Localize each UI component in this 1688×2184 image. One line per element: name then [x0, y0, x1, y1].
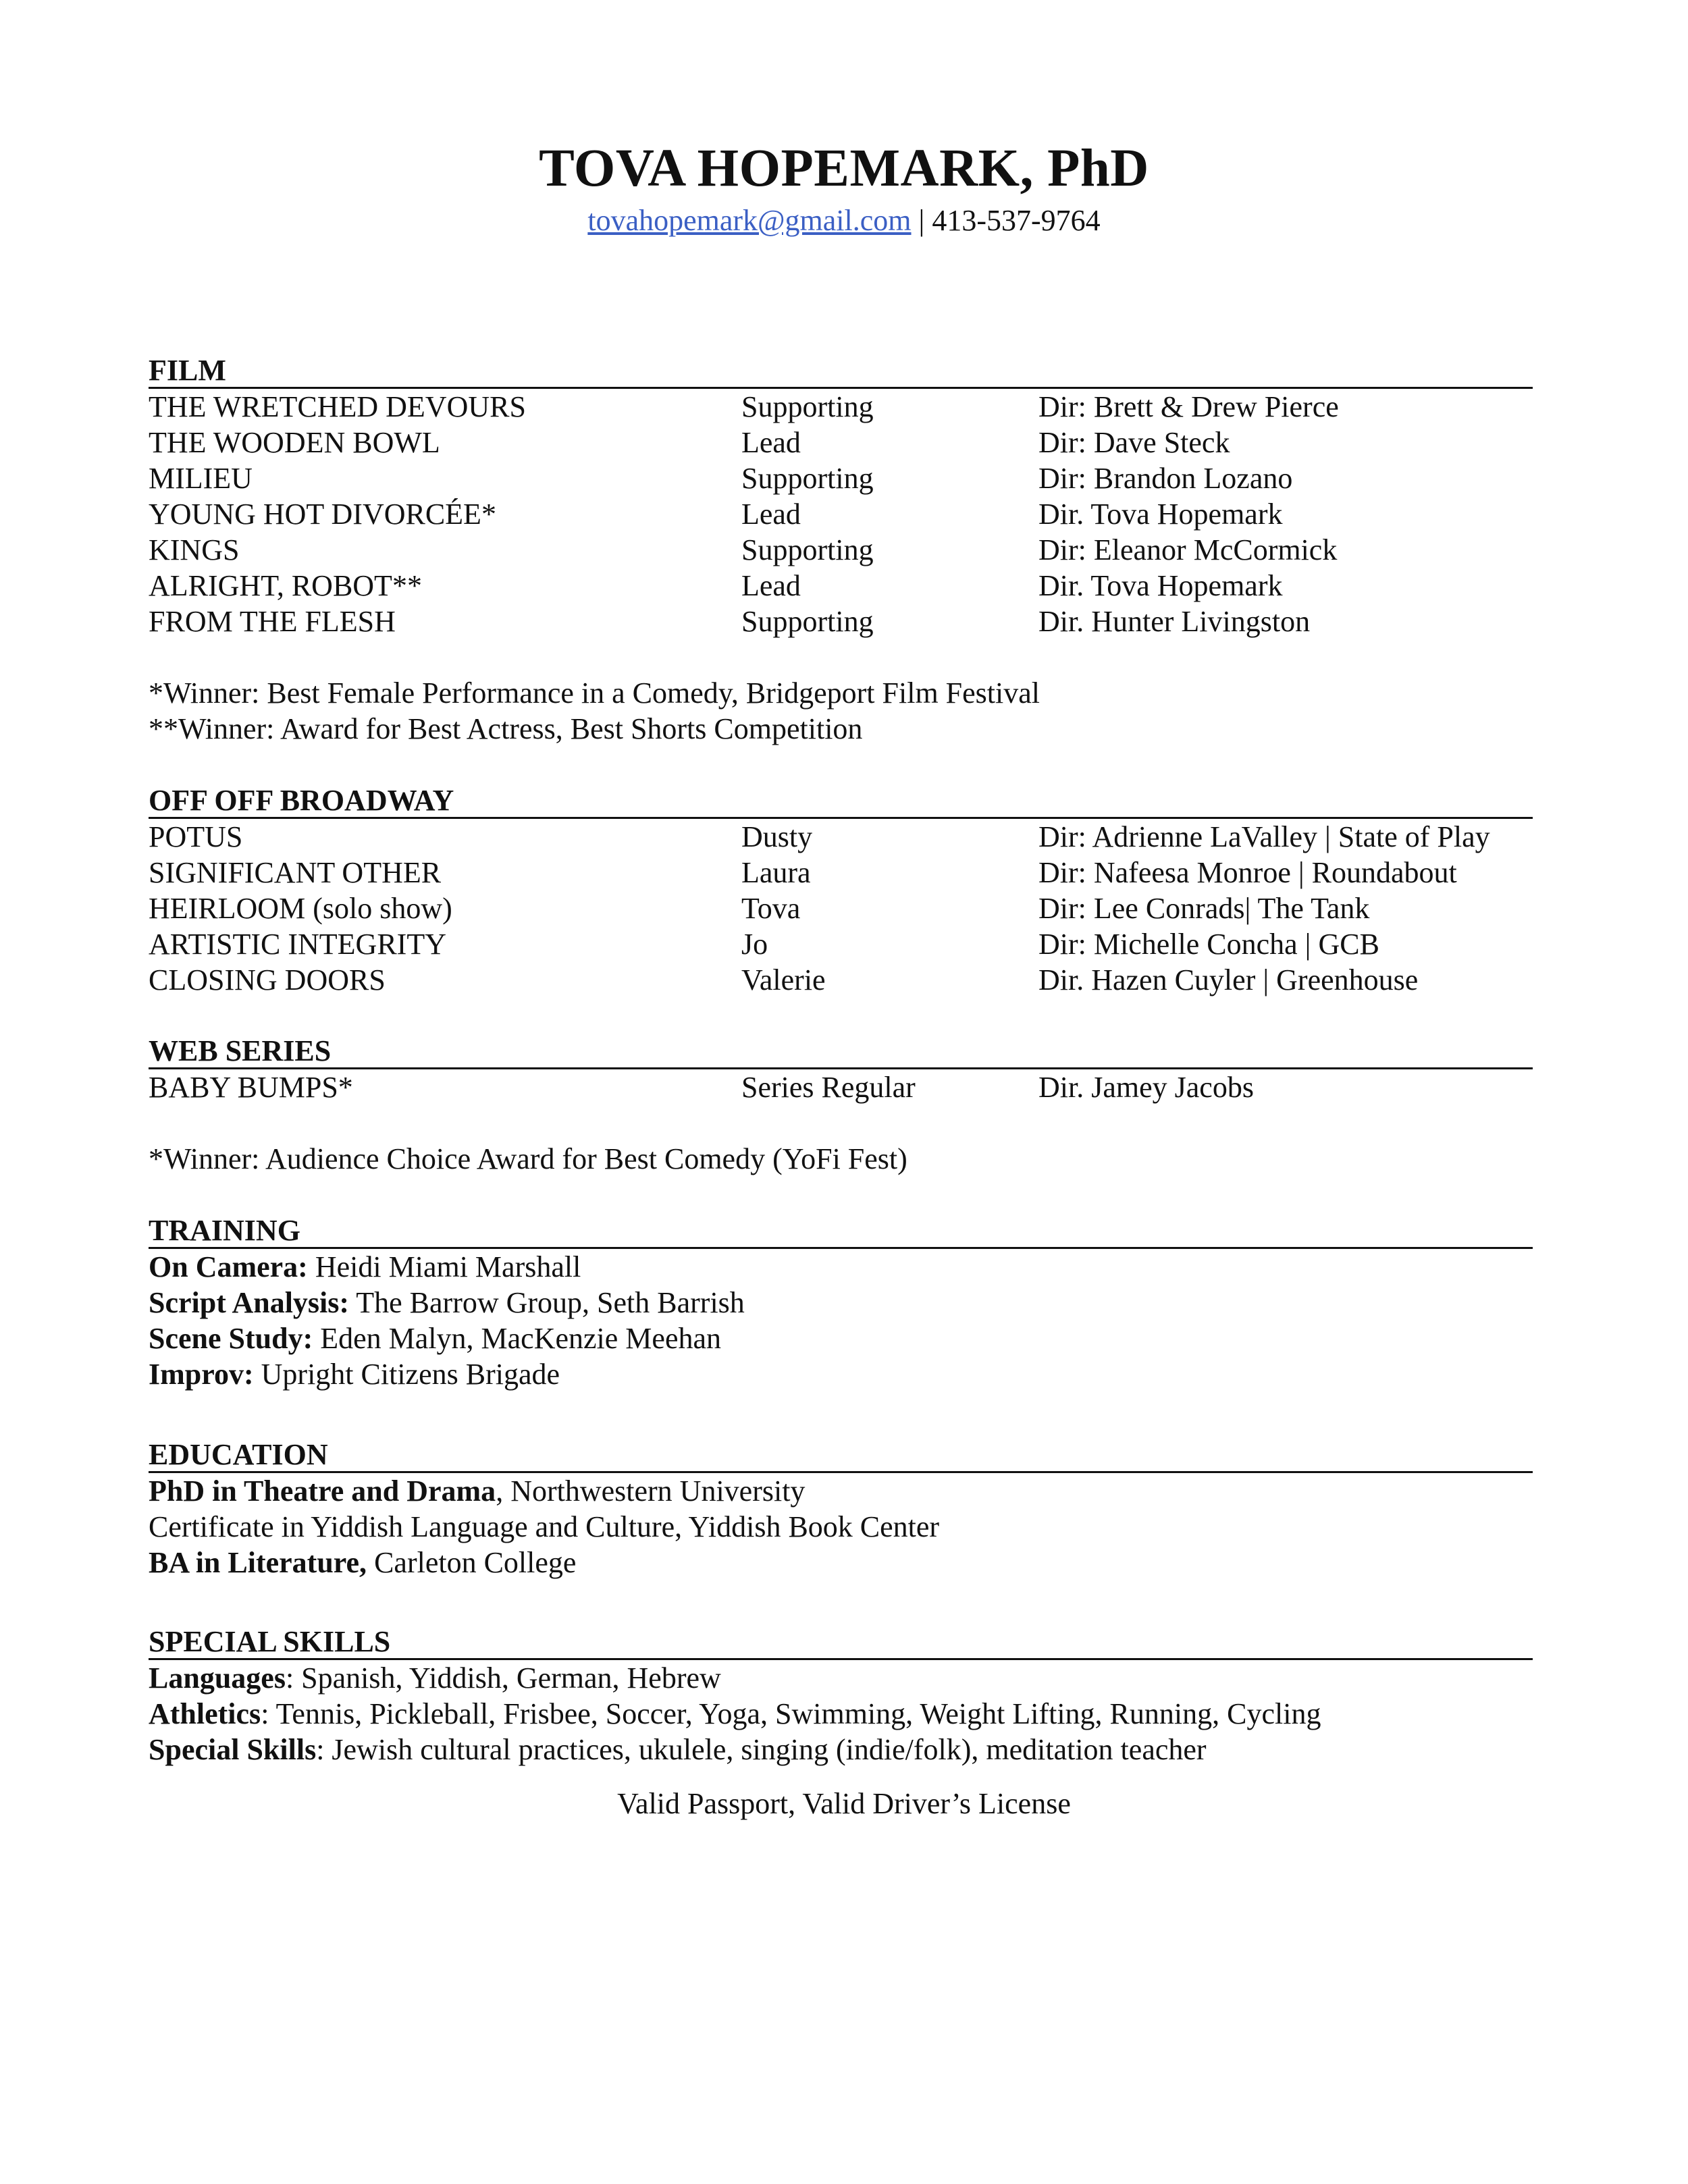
education-value: Certificate in Yiddish Language and Culture, Yiddish Book Center: [149, 1510, 940, 1543]
training-item: [149, 1249, 1533, 1285]
training-value: Upright Citizens Brigade: [253, 1358, 560, 1391]
education-value: Carleton College: [367, 1546, 577, 1579]
education-value: , Northwestern University: [496, 1474, 806, 1508]
credit-title: ARTISTIC INTEGRITY: [149, 928, 446, 961]
web-series-award-note: *Winner: Audience Choice Award for Best Comedy (YoFi Fest): [149, 1142, 907, 1175]
education-section: [149, 1439, 1533, 1580]
credit-title: THE WOODEN BOWL: [149, 426, 440, 459]
credit-row: [149, 568, 1533, 604]
credit-row: [149, 926, 1533, 962]
credit-director: Dir: Brett & Drew Pierce: [1038, 390, 1339, 423]
credit-title: YOUNG HOT DIVORCÉE*: [149, 498, 496, 531]
resume-name: TOVA HOPEMARK, PhD: [539, 139, 1149, 198]
credit-role: Lead: [741, 569, 801, 602]
film-heading: FILM: [149, 354, 1533, 389]
skills-value: : Tennis, Pickleball, Frisbee, Soccer, Yoga, Swimming, Weight Lifting, Running, Cycling: [261, 1697, 1321, 1730]
credit-director: Dir. Hunter Livingston: [1038, 605, 1311, 638]
credit-role: Laura: [741, 856, 811, 889]
credit-role: Series Regular: [741, 1071, 916, 1104]
film-award-note: *Winner: Best Female Performance in a Comedy, Bridgeport Film Festival: [149, 676, 1040, 710]
credit-title: FROM THE FLESH: [149, 605, 396, 638]
credit-role: Supporting: [741, 390, 874, 423]
credit-role: Supporting: [741, 462, 874, 495]
skills-item: [149, 1660, 1533, 1696]
credit-director: Dir: Lee Conrads| The Tank: [1038, 892, 1370, 925]
credit-title: HEIRLOOM (solo show): [149, 892, 452, 925]
credit-title: POTUS: [149, 820, 243, 853]
credit-director: Dir: Dave Steck: [1038, 426, 1230, 459]
credit-director: Dir. Hazen Cuyler | Greenhouse: [1038, 963, 1419, 996]
film-award-note: **Winner: Award for Best Actress, Best Shorts Competition: [149, 712, 863, 745]
credit-row: [149, 389, 1533, 425]
credit-title: KINGS: [149, 533, 240, 566]
film-section: [149, 354, 1533, 747]
education-label: PhD in Theatre and Drama: [149, 1474, 496, 1508]
credit-row: [149, 962, 1533, 998]
training-label: Scene Study:: [149, 1322, 313, 1355]
contact-separator: |: [911, 204, 932, 237]
credit-title: SIGNIFICANT OTHER: [149, 856, 442, 889]
training-value: Heidi Miami Marshall: [307, 1250, 581, 1283]
credit-role: Lead: [741, 426, 801, 459]
phone-number: 413-537-9764: [932, 204, 1101, 237]
contact-line: [149, 203, 1539, 239]
credit-role: Supporting: [741, 605, 874, 638]
off-off-broadway-heading: OFF OFF BROADWAY: [149, 784, 1533, 819]
training-label: Script Analysis:: [149, 1286, 350, 1319]
education-item: [149, 1509, 1533, 1545]
credit-row: [149, 855, 1533, 890]
training-item: [149, 1321, 1533, 1356]
special-skills-heading: SPECIAL SKILLS: [149, 1626, 1533, 1660]
credentials-footer: Valid Passport, Valid Driver’s License: [617, 1787, 1071, 1820]
credit-title: ALRIGHT, ROBOT**: [149, 569, 422, 602]
credit-director: Dir: Eleanor McCormick: [1038, 533, 1338, 566]
skills-label: Special Skills: [149, 1733, 317, 1766]
credit-row: [149, 425, 1533, 460]
skills-item: [149, 1732, 1533, 1767]
credit-row: [149, 496, 1533, 532]
credit-director: Dir. Jamey Jacobs: [1038, 1071, 1254, 1104]
credit-director: Dir: Michelle Concha | GCB: [1038, 928, 1379, 961]
credit-role: Supporting: [741, 533, 874, 566]
skills-value: : Spanish, Yiddish, German, Hebrew: [285, 1661, 721, 1695]
skills-label: Athletics: [149, 1697, 261, 1730]
credit-row: [149, 819, 1533, 855]
credit-title: MILIEU: [149, 462, 253, 495]
training-label: On Camera:: [149, 1250, 308, 1283]
credit-title: BABY BUMPS*: [149, 1071, 353, 1104]
credit-title: THE WRETCHED DEVOURS: [149, 390, 526, 423]
credit-director: Dir: Nafeesa Monroe | Roundabout: [1038, 856, 1457, 889]
training-heading: TRAINING: [149, 1215, 1533, 1249]
credit-row: [149, 1069, 1533, 1105]
training-item: [149, 1356, 1533, 1392]
education-item: [149, 1545, 1533, 1580]
skills-value: : Jewish cultural practices, ukulele, singing (indie/folk), meditation teacher: [316, 1733, 1207, 1766]
education-label: BA in Literature,: [149, 1546, 367, 1579]
credit-director: Dir. Tova Hopemark: [1038, 498, 1283, 531]
special-skills-section: [149, 1626, 1533, 1767]
training-value: The Barrow Group, Seth Barrish: [349, 1286, 745, 1319]
skills-item: [149, 1696, 1533, 1732]
credit-row: [149, 604, 1533, 639]
training-item: [149, 1285, 1533, 1321]
credit-director: Dir. Tova Hopemark: [1038, 569, 1283, 602]
training-label: Improv:: [149, 1358, 254, 1391]
credit-role: Valerie: [741, 963, 826, 996]
credit-role: Lead: [741, 498, 801, 531]
credit-director: Dir: Brandon Lozano: [1038, 462, 1293, 495]
web-series-heading: WEB SERIES: [149, 1035, 1533, 1069]
credit-role: Jo: [741, 928, 768, 961]
education-heading: EDUCATION: [149, 1439, 1533, 1473]
skills-label: Languages: [149, 1661, 286, 1695]
credit-row: [149, 890, 1533, 926]
credit-role: Dusty: [741, 820, 813, 853]
credit-row: [149, 460, 1533, 496]
credit-title: CLOSING DOORS: [149, 963, 386, 996]
credit-director: Dir: Adrienne LaValley | State of Play: [1038, 820, 1490, 853]
education-item: [149, 1473, 1533, 1509]
training-section: [149, 1215, 1533, 1392]
email-link[interactable]: tovahopemark@gmail.com: [587, 204, 912, 237]
training-value: Eden Malyn, MacKenzie Meehan: [313, 1322, 722, 1355]
credit-role: Tova: [741, 892, 801, 925]
credit-row: [149, 532, 1533, 568]
web-series-section: [149, 1035, 1533, 1177]
off-off-broadway-section: [149, 784, 1533, 998]
